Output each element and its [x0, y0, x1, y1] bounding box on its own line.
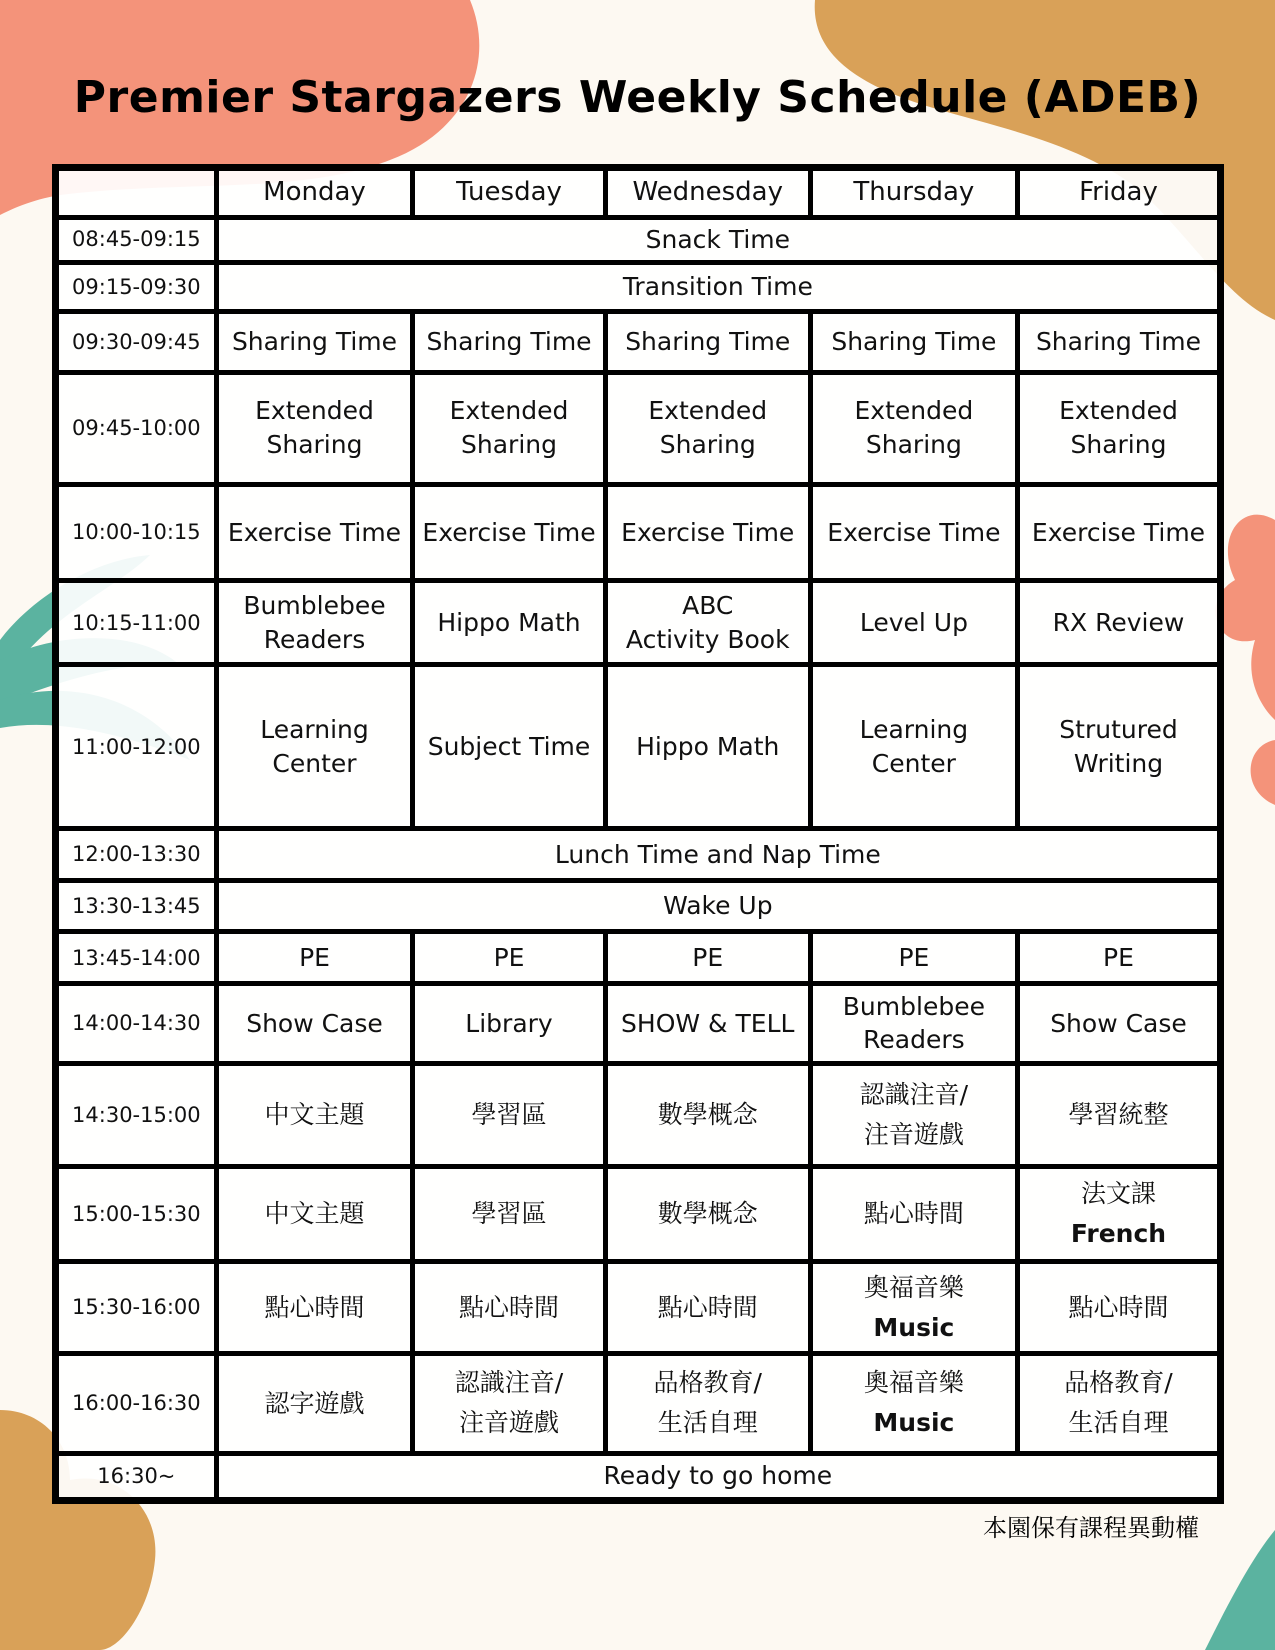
- activity-cell-friday: [1017, 1167, 1220, 1262]
- activity-line: Exercise Time: [827, 517, 1001, 547]
- time-slot: 16:30~: [56, 1453, 217, 1501]
- activity-cell-wednesday: [605, 312, 810, 372]
- activity-line: 點心時間: [863, 1199, 964, 1229]
- activity-line: Show Case: [246, 1008, 383, 1038]
- table-row: [56, 1453, 1221, 1501]
- activity-cell-thursday: [810, 932, 1017, 984]
- activity-cell-monday: [216, 312, 413, 372]
- activity-line: 認識注音/: [454, 1368, 564, 1398]
- activity-line: Exercise Time: [621, 517, 795, 547]
- day-header-monday: Monday: [216, 168, 413, 218]
- activity-line: Sharing Time: [831, 327, 997, 357]
- salmon-flower-right: [1215, 515, 1275, 805]
- activity-line: Hippo Math: [636, 731, 780, 761]
- table-row: [56, 262, 1221, 312]
- activity-line: Activity Book: [625, 624, 790, 654]
- activity-line: Center: [871, 748, 956, 778]
- table-row: [56, 372, 1221, 484]
- activity-line: Extended: [255, 396, 374, 426]
- activity-line: 中文主題: [264, 1100, 365, 1130]
- day-header-tuesday: Tuesday: [413, 168, 605, 218]
- activity-line: Exercise Time: [1031, 517, 1206, 547]
- activity-line: Show Case: [1050, 1008, 1187, 1038]
- activity-cell-tuesday: [413, 1167, 605, 1262]
- activity-line: Learning: [859, 714, 969, 744]
- time-slot: 10:00-10:15: [56, 484, 217, 581]
- activity-cell-tuesday: [413, 984, 605, 1064]
- time-slot: 10:15-11:00: [56, 581, 217, 665]
- activity-line: 點心時間: [1068, 1292, 1169, 1322]
- activity-line: RX Review: [1052, 608, 1185, 638]
- activity-line: Strutured: [1059, 714, 1178, 744]
- activity-cell-friday: [1017, 312, 1220, 372]
- day-header-wednesday: Wednesday: [605, 168, 810, 218]
- time-slot: 14:00-14:30: [56, 984, 217, 1064]
- activity-line: 注音遊戲: [863, 1119, 964, 1149]
- time-slot: 09:15-09:30: [56, 262, 217, 312]
- time-slot: 09:30-09:45: [56, 312, 217, 372]
- table-row: [56, 1354, 1221, 1453]
- activity-cell-friday: [1017, 1354, 1220, 1453]
- activity-cell-friday: [1017, 1063, 1220, 1166]
- activity-line: Extended: [648, 396, 768, 426]
- activity-line: Library: [465, 1008, 553, 1038]
- activity-cell-monday: [216, 484, 413, 581]
- activity-line: 生活自理: [1068, 1408, 1169, 1438]
- activity-cell-monday: [216, 932, 413, 984]
- activity-cell-friday: [1017, 1261, 1220, 1354]
- activity-line: PE: [692, 942, 724, 972]
- table-row: [56, 984, 1221, 1064]
- activity-cell-wednesday: [605, 1354, 810, 1453]
- activity-line: 奧福音樂: [863, 1368, 964, 1398]
- activity-line: 注音遊戲: [459, 1408, 560, 1438]
- activity-line: Exercise Time: [227, 517, 402, 547]
- activity-cell-wednesday: [605, 484, 810, 581]
- activity-line: Sharing: [1070, 430, 1167, 460]
- activity-line: Readers: [863, 1025, 965, 1055]
- activity-line: Sharing Time: [426, 327, 592, 357]
- activity-cell-wednesday: [605, 984, 810, 1064]
- activity-cell-thursday: [810, 312, 1017, 372]
- activity-line: Writing: [1073, 748, 1164, 778]
- time-slot: 12:00-13:30: [56, 829, 217, 881]
- activity-line: 點心時間: [459, 1292, 560, 1322]
- activity-line: 品格教育/: [1064, 1368, 1173, 1398]
- activity-line: Subject Time: [427, 731, 591, 761]
- activity-cell-friday: [1017, 581, 1220, 665]
- activity-cell-tuesday: [413, 665, 605, 829]
- activity-line: 數學概念: [657, 1199, 758, 1229]
- table-row: [56, 1261, 1221, 1354]
- activity-line: French: [1070, 1218, 1167, 1248]
- activity-line: 學習統整: [1068, 1100, 1169, 1130]
- time-slot: 15:30-16:00: [56, 1261, 217, 1354]
- table-row: [56, 581, 1221, 665]
- activity-cell-thursday: [810, 1063, 1017, 1166]
- activity-cell-wednesday: [605, 581, 810, 665]
- table-row: [56, 932, 1221, 984]
- activity-line: Bumblebee: [243, 591, 386, 621]
- time-slot: 11:00-12:00: [56, 665, 217, 829]
- activity-cell-thursday: [810, 984, 1017, 1064]
- activity-line: 點心時間: [264, 1292, 365, 1322]
- activity-cell-thursday: [810, 581, 1017, 665]
- table-row: [56, 312, 1221, 372]
- activity-cell-monday: [216, 1063, 413, 1166]
- activity-line: 生活自理: [657, 1408, 758, 1438]
- all-days-activity: Wake Up: [216, 880, 1220, 932]
- activity-cell-monday: [216, 1261, 413, 1354]
- activity-line: Hippo Math: [437, 608, 581, 638]
- activity-cell-thursday: [810, 372, 1017, 484]
- activity-cell-monday: [216, 581, 413, 665]
- table-row: [56, 217, 1221, 262]
- activity-line: 認字遊戲: [264, 1388, 365, 1418]
- activity-line: PE: [1103, 942, 1134, 972]
- table-row: [56, 880, 1221, 932]
- time-slot: 13:45-14:00: [56, 932, 217, 984]
- activity-line: Sharing: [266, 430, 363, 460]
- activity-line: Readers: [263, 624, 366, 654]
- time-slot: 16:00-16:30: [56, 1354, 217, 1453]
- activity-line: Center: [272, 748, 357, 778]
- activity-line: Music: [873, 1312, 955, 1342]
- activity-line: 品格教育/: [653, 1368, 762, 1398]
- time-slot: 09:45-10:00: [56, 372, 217, 484]
- activity-cell-wednesday: [605, 1167, 810, 1262]
- activity-line: 數學概念: [657, 1100, 758, 1130]
- corner-cell: [56, 168, 217, 218]
- page-title: Premier Stargazers Weekly Schedule (ADEB): [73, 72, 1202, 123]
- all-days-activity: Transition Time: [216, 262, 1220, 312]
- activity-line: Extended: [854, 396, 974, 426]
- activity-cell-tuesday: [413, 372, 605, 484]
- activity-cell-wednesday: [605, 932, 810, 984]
- activity-cell-thursday: [810, 1261, 1017, 1354]
- activity-line: Extended: [449, 396, 569, 426]
- activity-cell-tuesday: [413, 484, 605, 581]
- activity-cell-friday: [1017, 665, 1220, 829]
- day-header-friday: Friday: [1017, 168, 1220, 218]
- activity-cell-thursday: [810, 1167, 1017, 1262]
- activity-line: Exercise Time: [422, 517, 596, 547]
- activity-cell-tuesday: [413, 581, 605, 665]
- activity-cell-monday: [216, 984, 413, 1064]
- activity-cell-monday: [216, 372, 413, 484]
- activity-cell-wednesday: [605, 1261, 810, 1354]
- activity-line: 法文課: [1080, 1178, 1156, 1208]
- table-row: [56, 484, 1221, 581]
- activity-line: PE: [898, 942, 930, 972]
- activity-line: 中文主題: [264, 1199, 365, 1229]
- activity-cell-thursday: [810, 1354, 1017, 1453]
- activity-line: Sharing Time: [1035, 327, 1202, 357]
- activity-line: Sharing: [659, 430, 756, 460]
- teal-blob-bottom-right: [1205, 1530, 1275, 1650]
- activity-cell-monday: [216, 1354, 413, 1453]
- header-row: [56, 168, 1221, 218]
- activity-line: Sharing: [865, 430, 962, 460]
- all-days-activity: Lunch Time and Nap Time: [216, 829, 1220, 881]
- activity-line: Sharing Time: [231, 327, 398, 357]
- activity-cell-thursday: [810, 484, 1017, 581]
- activity-cell-monday: [216, 1167, 413, 1262]
- all-days-activity: Ready to go home: [216, 1453, 1220, 1501]
- time-slot: 14:30-15:00: [56, 1063, 217, 1166]
- table-row: [56, 1167, 1221, 1262]
- activity-cell-wednesday: [605, 372, 810, 484]
- activity-line: PE: [299, 942, 330, 972]
- time-slot: 13:30-13:45: [56, 880, 217, 932]
- activity-cell-friday: [1017, 932, 1220, 984]
- activity-line: Music: [873, 1408, 955, 1438]
- all-days-activity: Snack Time: [216, 217, 1220, 262]
- activity-line: Level Up: [859, 608, 968, 638]
- activity-cell-friday: [1017, 984, 1220, 1064]
- footer-note: 本園保有課程異動權: [983, 1514, 1199, 1542]
- activity-cell-friday: [1017, 372, 1220, 484]
- time-slot: 15:00-15:30: [56, 1167, 217, 1262]
- activity-line: 學習區: [471, 1100, 547, 1130]
- activity-cell-tuesday: [413, 1354, 605, 1453]
- activity-line: SHOW & TELL: [621, 1008, 795, 1038]
- table-row: [56, 1063, 1221, 1166]
- time-slot: 08:45-09:15: [56, 217, 217, 262]
- activity-line: Sharing Time: [625, 327, 791, 357]
- day-header-thursday: Thursday: [810, 168, 1017, 218]
- activity-cell-tuesday: [413, 1261, 605, 1354]
- activity-line: 奧福音樂: [863, 1272, 964, 1302]
- activity-cell-wednesday: [605, 1063, 810, 1166]
- activity-cell-friday: [1017, 484, 1220, 581]
- activity-line: Sharing: [461, 430, 557, 460]
- activity-line: Bumblebee: [842, 991, 985, 1021]
- activity-cell-tuesday: [413, 312, 605, 372]
- activity-cell-tuesday: [413, 1063, 605, 1166]
- schedule-table: [52, 164, 1224, 1504]
- activity-cell-tuesday: [413, 932, 605, 984]
- activity-cell-monday: [216, 665, 413, 829]
- activity-line: Learning: [260, 714, 369, 744]
- table-row: [56, 665, 1221, 829]
- activity-line: 點心時間: [657, 1292, 758, 1322]
- activity-line: 學習區: [471, 1199, 547, 1229]
- activity-line: 認識注音/: [859, 1079, 969, 1109]
- activity-line: ABC: [682, 591, 734, 621]
- activity-cell-wednesday: [605, 665, 810, 829]
- activity-cell-thursday: [810, 665, 1017, 829]
- activity-line: Extended: [1059, 396, 1178, 426]
- activity-line: PE: [493, 942, 525, 972]
- table-row: [56, 829, 1221, 881]
